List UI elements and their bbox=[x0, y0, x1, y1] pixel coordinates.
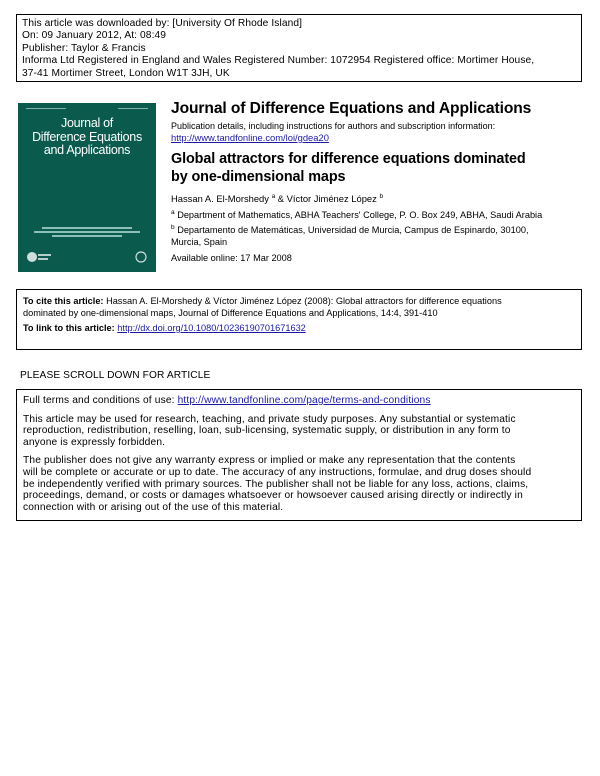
cover-emblem-icon bbox=[134, 250, 148, 262]
cover-title: Journal of Difference Equations and Applications bbox=[32, 116, 142, 157]
cover-editor-lines bbox=[34, 227, 140, 239]
download-info-box bbox=[16, 14, 582, 82]
terms-intro: Full terms and conditions of use: bbox=[23, 395, 175, 406]
publication-details: Publication details, including instructions for authors and subscription information: bbox=[171, 121, 496, 131]
cite-text: dominated by one-dimensional maps, Journal of Difference Equations and Applications, 14:4, 391-410 bbox=[23, 308, 438, 318]
affiliation-b: $^b$ Departamento de Matemáticas, Universidad de Murcia, Campus de Espinardo, 30100, Murcia, Spain bbox=[171, 224, 529, 248]
affiliation-marker: a bbox=[271, 193, 276, 200]
author-name: Hassan A. El-Morshedy bbox=[171, 193, 269, 204]
terms-box bbox=[16, 389, 582, 521]
download-info-line: 37-41 Mortimer Street, London W1T 3JH, UK bbox=[22, 67, 230, 79]
article-title: Global attractors for difference equations dominated by one-dimensional maps bbox=[171, 151, 526, 185]
download-info-line: Informa Ltd Registered in England and Wales Registered Number: 1072954 Registered office: Mortimer House, bbox=[22, 55, 535, 67]
download-info-line: Publisher: Taylor & Francis bbox=[22, 42, 146, 54]
link-label: To link to this article: bbox=[23, 323, 115, 333]
affiliation-a: $^a$ Department of Mathematics, ABHA Teachers' College, P. O. Box 249, ABHA, Saudi Arabia bbox=[171, 209, 543, 220]
journal-title: Journal of Difference Equations and Applications bbox=[171, 100, 532, 117]
download-info-line: On: 09 January 2012, At: 08:49 bbox=[22, 30, 167, 42]
terms-url-link[interactable]: http://www.tandfonline.com/page/terms-and-conditions bbox=[177, 395, 431, 406]
citation-box bbox=[16, 289, 582, 350]
author-separator: & bbox=[275, 193, 287, 204]
cover-header-fineprint bbox=[26, 108, 148, 113]
publisher-logo-icon bbox=[26, 250, 52, 262]
doi-link[interactable]: http://dx.doi.org/10.1080/10236190701671632 bbox=[117, 323, 306, 333]
affiliation-marker: b bbox=[379, 193, 384, 200]
journal-cover-image bbox=[18, 103, 156, 272]
disclaimer-paragraph: The publisher does not give any warranty express or implied or make any representation that the contents will be complete or accurate or up to date. The accuracy of any instructions, formulae, and drug doses should be independently verified with primary sources. The publisher shall not be liable for any loss, actions, claims, proceedings, demand, or costs or damages whatsoever or howsoever caused arising directly or indirectly in connection with or arising out of the use of this material. bbox=[23, 455, 532, 513]
author-name: Víctor Jiménez López bbox=[286, 193, 377, 204]
download-info-line: This article was downloaded by: [University Of Rhode Island] bbox=[22, 18, 303, 29]
usage-paragraph: This article may be used for research, teaching, and private study purposes. Any substantial or systematic reproduction, redistribution, reselling, loan, sub-licensing, systematic supply, or distribution in any form to anyone is expressly forbidden. bbox=[23, 413, 516, 448]
available-online-date: Available online: 17 Mar 2008 bbox=[171, 253, 292, 263]
cite-text: Hassan A. El-Morshedy & Víctor Jiménez López (2008): Global attractors for difference equations bbox=[106, 296, 502, 306]
cite-label: To cite this article: bbox=[23, 296, 104, 306]
author-list bbox=[171, 193, 383, 204]
scroll-notice: PLEASE SCROLL DOWN FOR ARTICLE bbox=[20, 370, 211, 381]
journal-url-link[interactable]: http://www.tandfonline.com/loi/gdea20 bbox=[171, 132, 329, 143]
